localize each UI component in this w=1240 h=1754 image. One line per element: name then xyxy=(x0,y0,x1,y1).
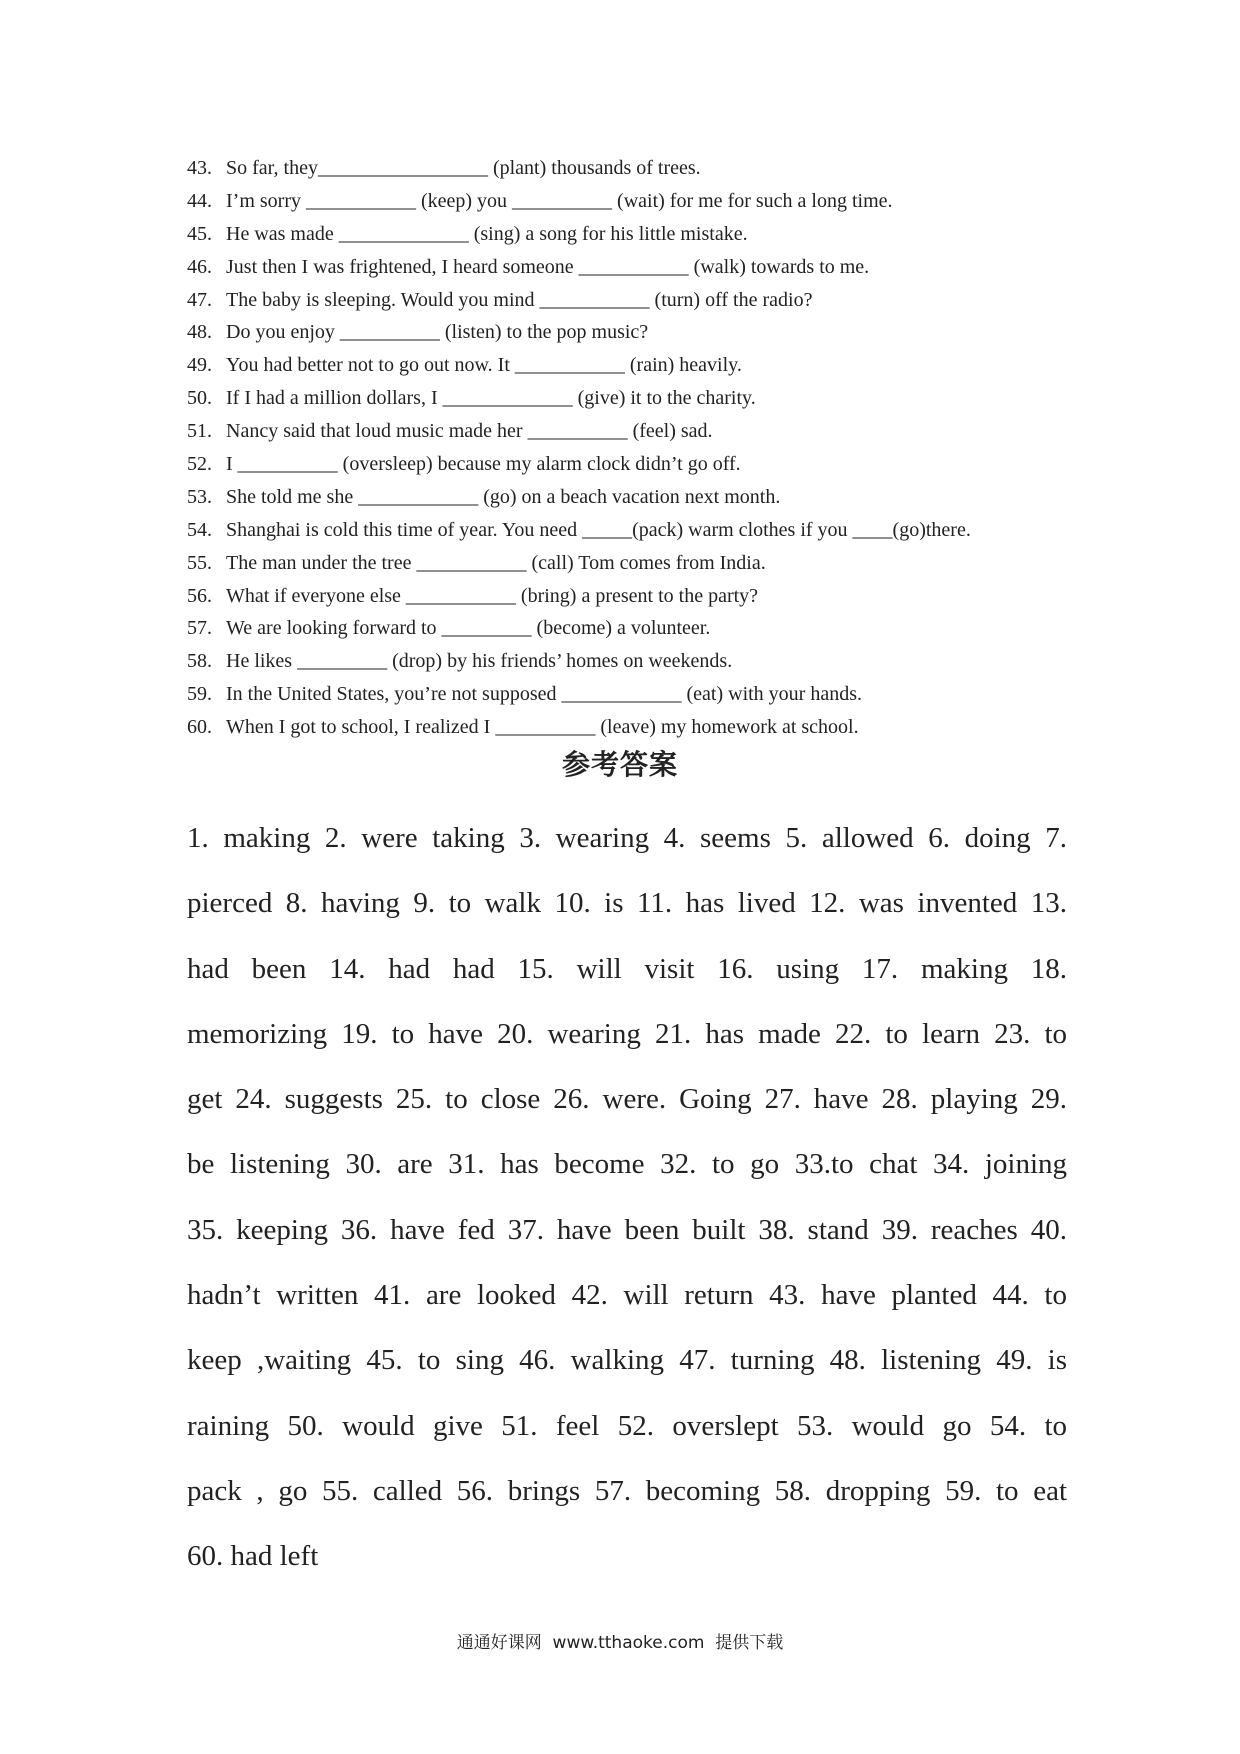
question-number: 50. xyxy=(187,387,212,410)
question-item xyxy=(187,481,1087,514)
answer-line: 60. had left xyxy=(187,1540,319,1573)
question-text: What if everyone else ___________ (bring) a present to the party? xyxy=(226,584,759,607)
question-item xyxy=(187,218,1087,251)
question-number: 51. xyxy=(187,420,212,443)
question-number: 43. xyxy=(187,157,212,179)
question-text: When I got to school, I realized I __________ (leave) my homework at school. xyxy=(226,716,859,739)
question-number: 60. xyxy=(187,716,212,739)
answer-line: 35. keeping 36. have fed 37. have been built 38. stand 39. reaches 40. xyxy=(187,1213,1067,1246)
question-text: He likes _________ (drop) by his friends’ homes on weekends. xyxy=(226,650,733,673)
question-item xyxy=(187,514,1087,547)
question-item xyxy=(187,612,1087,645)
question-text: Shanghai is cold this time of year. You need _____(pack) warm clothes if you ____(go)there. xyxy=(226,518,971,541)
question-item xyxy=(187,415,1087,448)
question-text: The baby is sleeping. Would you mind ___________ (turn) off the radio? xyxy=(226,288,813,311)
question-number: 59. xyxy=(187,683,212,706)
question-text: We are looking forward to _________ (become) a volunteer. xyxy=(226,617,711,640)
question-item xyxy=(187,448,1087,481)
answer-line: had been 14. had had 15. will visit 16. using 17. making 18. xyxy=(187,952,1067,985)
question-item xyxy=(187,251,1087,284)
question-text: I __________ (oversleep) because my alarm clock didn’t go off. xyxy=(226,453,741,476)
answer-line: keep ,waiting 45. to sing 46. walking 47. turning 48. listening 49. is xyxy=(187,1344,1067,1377)
question-number: 46. xyxy=(187,255,212,278)
question-item xyxy=(187,547,1087,580)
question-number: 49. xyxy=(187,354,212,377)
question-item xyxy=(187,580,1087,613)
question-number: 54. xyxy=(187,518,212,541)
answer-section-title: 参考答案 xyxy=(561,748,678,781)
question-text: I’m sorry ___________ (keep) you __________ (wait) for me for such a long time. xyxy=(226,189,893,212)
answer-line: be listening 30. are 31. has become 32. to go 33.to chat 34. joining xyxy=(187,1148,1067,1181)
question-text: So far, they_________________ (plant) thousands of trees. xyxy=(226,157,701,179)
question-number: 57. xyxy=(187,617,212,640)
question-number: 44. xyxy=(187,189,212,212)
question-item xyxy=(187,316,1087,349)
answer-line: 1. making 2. were taking 3. wearing 4. seems 5. allowed 6. doing 7. xyxy=(187,822,1067,854)
question-number: 47. xyxy=(187,288,212,311)
question-number: 53. xyxy=(187,485,212,508)
question-text: She told me she ____________ (go) on a beach vacation next month. xyxy=(226,485,781,508)
answer-line: get 24. suggests 25. to close 26. were. Going 27. have 28. playing 29. xyxy=(187,1083,1067,1116)
question-item xyxy=(187,152,1087,185)
question-item xyxy=(187,711,1087,744)
question-list xyxy=(187,152,1087,744)
question-item xyxy=(187,678,1087,711)
question-item xyxy=(187,185,1087,218)
question-text: The man under the tree ___________ (call) Tom comes from India. xyxy=(226,551,766,574)
answer-line: memorizing 19. to have 20. wearing 21. has made 22. to learn 23. to xyxy=(187,1017,1067,1050)
answer-line: pack , go 55. called 56. brings 57. becoming 58. dropping 59. to eat xyxy=(187,1474,1067,1507)
question-item xyxy=(187,349,1087,382)
answer-paragraph xyxy=(187,806,1067,1590)
question-text: Do you enjoy __________ (listen) to the pop music? xyxy=(226,321,649,344)
question-item xyxy=(187,284,1087,317)
question-text: If I had a million dollars, I _____________ (give) it to the charity. xyxy=(226,387,756,410)
question-number: 45. xyxy=(187,222,212,245)
answer-line: raining 50. would give 51. feel 52. overslept 53. would go 54. to xyxy=(187,1409,1067,1442)
answer-line: pierced 8. having 9. to walk 10. is 11. has lived 12. was invented 13. xyxy=(187,887,1067,920)
page-footer: 通通好课网 www.tthaoke.com 提供下载 xyxy=(456,1633,784,1653)
question-number: 52. xyxy=(187,453,212,476)
question-text: You had better not to go out now. It ___________ (rain) heavily. xyxy=(226,354,742,377)
question-number: 58. xyxy=(187,650,212,673)
question-item xyxy=(187,645,1087,678)
question-item xyxy=(187,382,1087,415)
question-text: He was made _____________ (sing) a song for his little mistake. xyxy=(226,222,748,245)
question-number: 48. xyxy=(187,321,212,344)
question-number: 55. xyxy=(187,551,212,574)
question-text: In the United States, you’re not supposed ____________ (eat) with your hands. xyxy=(226,683,863,706)
answer-line: hadn’t written 41. are looked 42. will return 43. have planted 44. to xyxy=(187,1279,1067,1312)
question-number: 56. xyxy=(187,584,212,607)
question-text: Just then I was frightened, I heard someone ___________ (walk) towards to me. xyxy=(226,255,870,278)
question-text: Nancy said that loud music made her __________ (feel) sad. xyxy=(226,420,713,443)
